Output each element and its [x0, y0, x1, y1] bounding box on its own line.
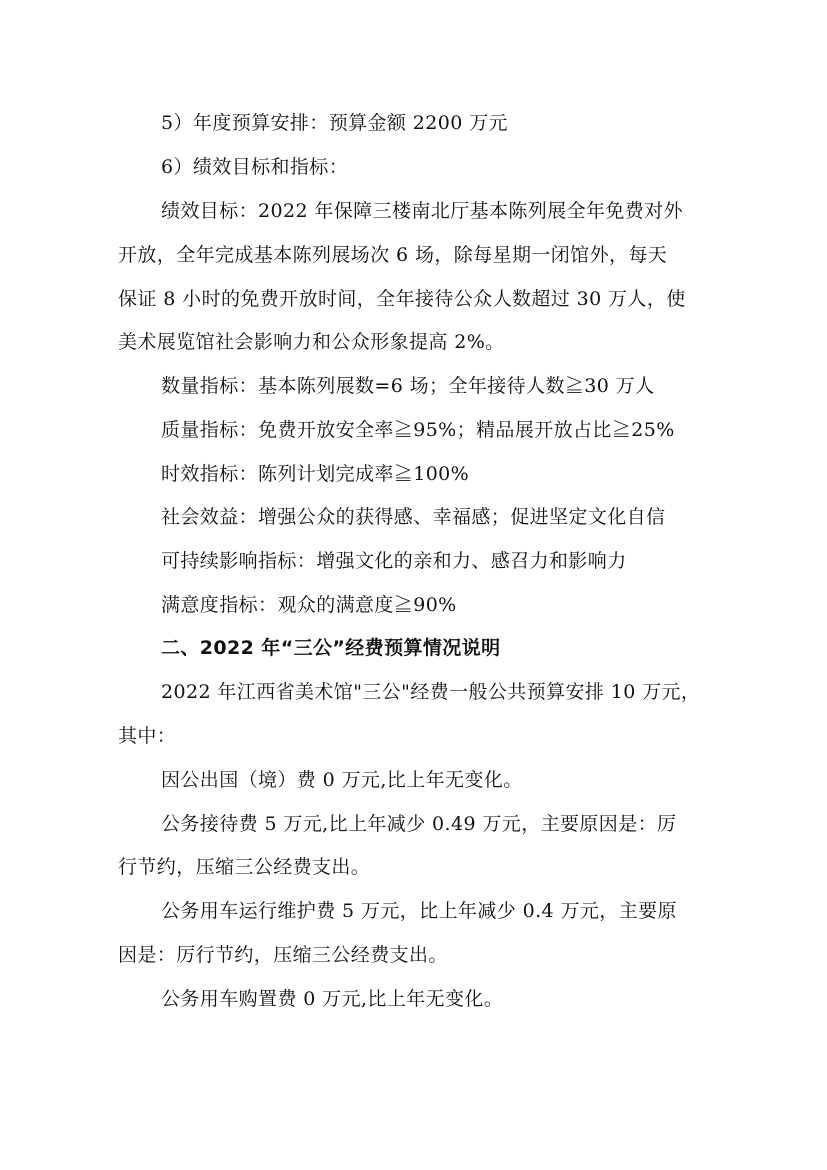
reception-line-2: 行节约，压缩三公经费支出。	[118, 856, 371, 878]
indicator-quantity: 数量指标：基本陈列展数=6 场；全年接待人数≧30 万人	[161, 375, 655, 397]
indicator-quality: 质量指标：免费开放安全率≧95%；精品展开放占比≧25%	[161, 419, 675, 441]
goal-paragraph-line-4: 美术展览馆社会影响力和公众形象提高 2%。	[118, 331, 505, 353]
performance-title-line: 6）绩效目标和指标：	[161, 156, 349, 178]
indicator-timeliness: 时效指标：陈列计划完成率≧100%	[161, 463, 470, 485]
abroad-expense: 因公出国（境）费 0 万元,比上年无变化。	[161, 769, 523, 791]
goal-paragraph-line-1: 绩效目标：2022 年保障三楼南北厅基本陈列展全年免费对外	[161, 200, 683, 222]
indicator-social: 社会效益：增强公众的获得感、幸福感；促进坚定文化自信	[161, 506, 666, 528]
summary-line-2: 其中：	[118, 725, 177, 747]
vehicle-operation-line-1: 公务用车运行维护费 5 万元，比上年减少 0.4 万元，主要原	[161, 900, 677, 922]
section-heading: 二、2022 年“三公”经费预算情况说明	[161, 637, 501, 659]
goal-paragraph-line-3: 保证 8 小时的免费开放时间，全年接待公众人数超过 30 万人，使	[118, 288, 686, 310]
vehicle-operation-line-2: 因是：厉行节约，压缩三公经费支出。	[118, 944, 448, 966]
summary-line-1: 2022 年江西省美术馆"三公"经费一般公共预算安排 10 万元，	[161, 681, 701, 703]
indicator-sustainable: 可持续影响指标：增强文化的亲和力、感召力和影响力	[161, 550, 627, 572]
budget-arrangement-line: 5）年度预算安排：预算金额 2200 万元	[161, 112, 508, 134]
vehicle-purchase: 公务用车购置费 0 万元,比上年无变化。	[161, 988, 504, 1010]
goal-paragraph-line-2: 开放，全年完成基本陈列展场次 6 场，除每星期一闭馆外，每天	[118, 244, 668, 266]
indicator-satisfaction: 满意度指标：观众的满意度≧90%	[161, 594, 457, 616]
reception-line-1: 公务接待费 5 万元,比上年减少 0.49 万元，主要原因是：厉	[161, 813, 677, 835]
